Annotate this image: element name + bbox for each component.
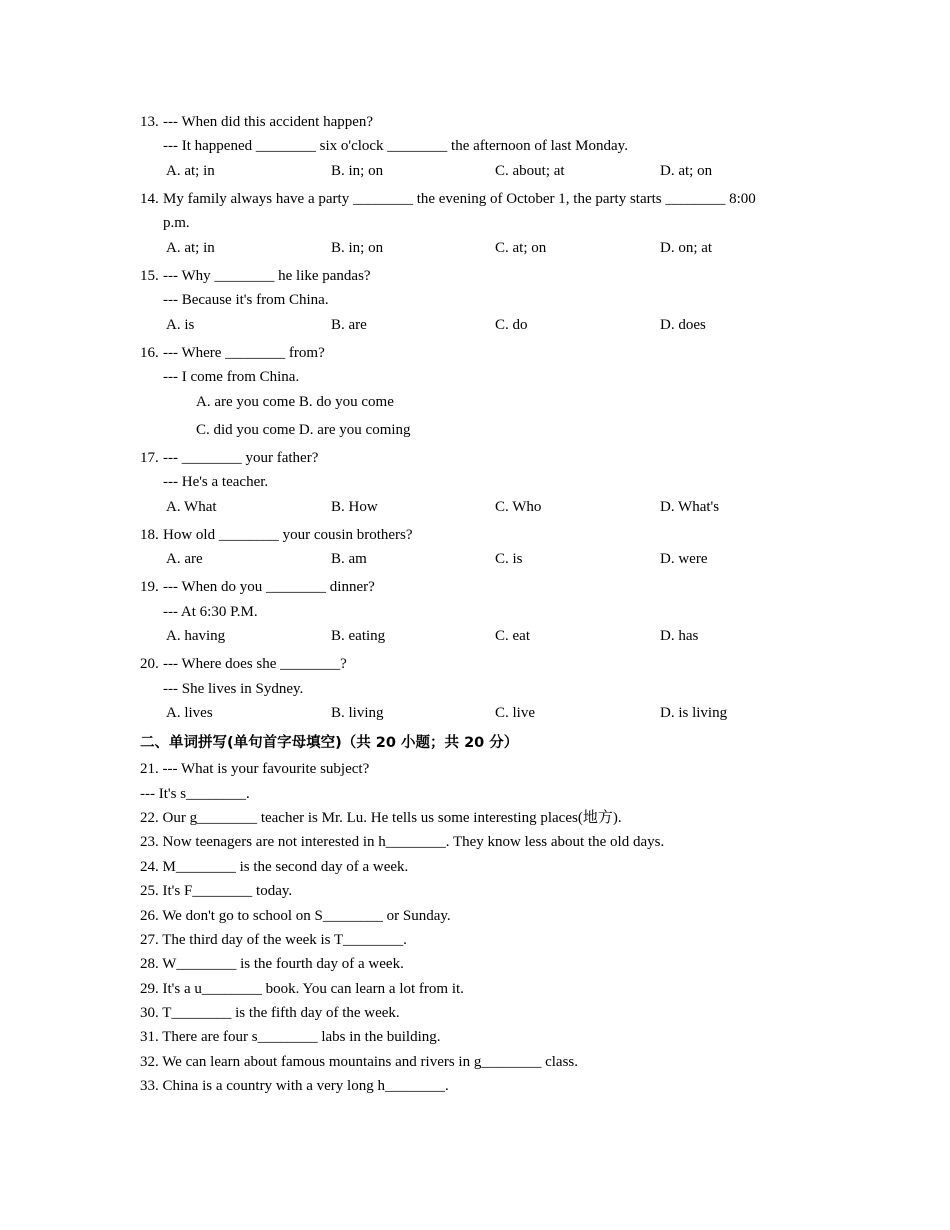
- section-title: 二、单词拼写(单句首字母填空)（共 20 小题；共 20 分）: [140, 735, 519, 751]
- question-text: --- When do you ________ dinner?: [163, 579, 375, 595]
- spelling-item: 25. It's F________ today.: [140, 883, 293, 899]
- question-text: p.m.: [163, 215, 190, 231]
- option-d: D. does: [660, 317, 706, 333]
- spelling-item: 21. --- What is your favourite subject?: [140, 761, 370, 777]
- question-number: 20.: [140, 656, 159, 672]
- spelling-item: 26. We don't go to school on S________ or Sunday.: [140, 908, 451, 924]
- question-text: --- Where ________ from?: [163, 345, 325, 361]
- option-c: C. do: [495, 317, 528, 333]
- question-text: --- Where does she ________?: [163, 656, 347, 672]
- option-c: C. at; on: [495, 240, 547, 256]
- spelling-item: 24. M________ is the second day of a week.: [140, 859, 409, 875]
- option-b: B. am: [331, 551, 367, 567]
- option-b: B. are: [331, 317, 367, 333]
- option-line: C. did you come D. are you coming: [196, 422, 411, 438]
- option-d: D. What's: [660, 499, 720, 515]
- option-a: A. lives: [166, 705, 213, 721]
- option-a: A. at; in: [166, 163, 215, 179]
- question-text: --- ________ your father?: [163, 450, 319, 466]
- spelling-item: 29. It's a u________ book. You can learn a lot from it.: [140, 981, 464, 997]
- spelling-item: 23. Now teenagers are not interested in h________. They know less about the old days.: [140, 834, 665, 850]
- spelling-item: 22. Our g________ teacher is Mr. Lu. He tells us some interesting places(地方).: [140, 810, 622, 826]
- option-a: A. are: [166, 551, 203, 567]
- option-b: B. eating: [331, 628, 386, 644]
- question-text: --- When did this accident happen?: [163, 114, 374, 130]
- question-text: --- Why ________ he like pandas?: [163, 268, 371, 284]
- option-d: D. has: [660, 628, 699, 644]
- question-number: 19.: [140, 579, 159, 595]
- question-text: --- At 6:30 P.M.: [163, 604, 258, 620]
- option-b: B. How: [331, 499, 378, 515]
- option-c: C. live: [495, 705, 535, 721]
- spelling-item: --- It's s________.: [140, 786, 250, 802]
- spelling-item: 28. W________ is the fourth day of a week.: [140, 956, 404, 972]
- option-c: C. Who: [495, 499, 542, 515]
- question-text: --- I come from China.: [163, 369, 300, 385]
- spelling-item: 33. China is a country with a very long h________.: [140, 1078, 449, 1094]
- option-a: A. is: [166, 317, 195, 333]
- question-text: --- Because it's from China.: [163, 292, 329, 308]
- option-d: D. at; on: [660, 163, 713, 179]
- option-a: A. at; in: [166, 240, 215, 256]
- option-a: A. What: [166, 499, 217, 515]
- option-b: B. in; on: [331, 163, 384, 179]
- option-c: C. eat: [495, 628, 530, 644]
- question-number: 15.: [140, 268, 159, 284]
- option-line: A. are you come B. do you come: [196, 394, 394, 410]
- option-b: B. living: [331, 705, 384, 721]
- spelling-item: 32. We can learn about famous mountains and rivers in g________ class.: [140, 1054, 579, 1070]
- option-c: C. about; at: [495, 163, 565, 179]
- question-number: 14.: [140, 191, 159, 207]
- spelling-item: 30. T________ is the fifth day of the week.: [140, 1005, 400, 1021]
- question-number: 18.: [140, 527, 159, 543]
- question-number: 17.: [140, 450, 159, 466]
- option-d: D. on; at: [660, 240, 713, 256]
- option-d: D. were: [660, 551, 708, 567]
- option-a: A. having: [166, 628, 226, 644]
- question-text: My family always have a party ________ the evening of October 1, the party starts ________ 8:00: [163, 191, 756, 207]
- spelling-item: 27. The third day of the week is T________.: [140, 932, 407, 948]
- option-b: B. in; on: [331, 240, 384, 256]
- question-text: --- It happened ________ six o'clock ________ the afternoon of last Monday.: [163, 138, 628, 154]
- option-d: D. is living: [660, 705, 728, 721]
- question-text: --- He's a teacher.: [163, 474, 269, 490]
- option-c: C. is: [495, 551, 523, 567]
- spelling-item: 31. There are four s________ labs in the building.: [140, 1029, 441, 1045]
- question-text: How old ________ your cousin brothers?: [163, 527, 413, 543]
- question-text: --- She lives in Sydney.: [163, 681, 304, 697]
- question-number: 16.: [140, 345, 159, 361]
- question-number: 13.: [140, 114, 159, 130]
